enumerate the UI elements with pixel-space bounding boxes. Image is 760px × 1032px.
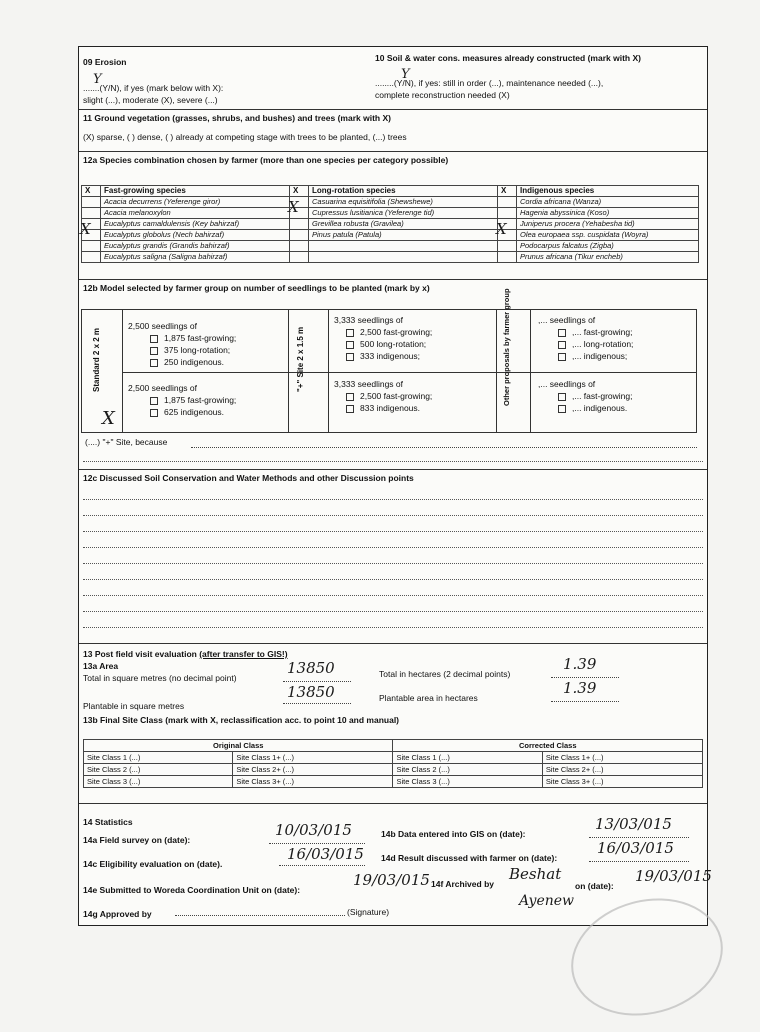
final-class-title: 13b Final Site Class (mark with X, reclassification acc. to point 10 and manual) bbox=[83, 715, 400, 725]
stat-c-label: 14c Eligibility evaluation on (date). bbox=[83, 859, 223, 869]
plus1-block: 3,333 seedlings of 2,500 fast-growing; 500 long-rotation; 333 indigenous; bbox=[334, 315, 433, 361]
table-row: Site Class 3 (...) Site Class 3+ (...) Site Class 3 (...) Site Class 3+ (...) bbox=[84, 776, 703, 788]
stats-title: 14 Statistics bbox=[83, 817, 133, 827]
plus2-block: 3,333 seedlings of 2,500 fast-growing; 833 indigenous. bbox=[334, 379, 433, 413]
other2-block: ,... seedlings of ,... fast-growing; ,... indigenous. bbox=[538, 379, 633, 413]
long-mark-col: X bbox=[290, 186, 309, 197]
form-page bbox=[78, 46, 712, 926]
stat-e-label: 14e Submitted to Woreda Coordination Unit on (date): bbox=[83, 885, 301, 895]
std2-block: 2,500 seedlings of 1,875 fast-growing; 625 indigenous. bbox=[128, 383, 237, 417]
stat-e-value: 19/03/015 bbox=[353, 871, 430, 889]
other1-block: ,... seedlings of ,... fast-growing; ,... long-rotation; ,... indigenous; bbox=[538, 315, 634, 361]
stat-g-label: 14g Approved by bbox=[83, 909, 152, 919]
species-table: X Fast-growing species X Long-rotation species X Indigenous species Acacia decurrens (Yeferenge giror) Casuarina equisitifolia (Shewshewe) Cordia africana (Wanza) Acacia melanoxylon X Cupressus lusitianica (Yeferenge tid) Hagenia abyssinica (Koso) Eucalyptus camaldulensis (Key bahirzaf) Grevillea robusta (Gravilea) Juniperus procera (Yehabesha tid) X Eucalyptus globolus (Nech bahirzaf) Pinus patula (Patula) X Olea europaea ssp. cuspidata (Woyra) Eucalyptus grandis (Grandis bahirzaf) Podocarpus falcatus (Zigba) Eucalyptus saligna (Saligna bahirzaf) Prunus africana (Tikur encheb) bbox=[81, 185, 699, 263]
sqm-label: Total in square metres (no decimal point) bbox=[83, 673, 237, 683]
corrected-class-header: Corrected Class bbox=[393, 740, 703, 752]
soil-water-answer: Y bbox=[401, 67, 410, 82]
erosion-answer: Y bbox=[93, 72, 102, 87]
ind-header: Indigenous species bbox=[517, 186, 699, 197]
long-mark: X bbox=[288, 198, 299, 216]
erosion-line1: .......(Y/N), if yes (mark below with X): bbox=[83, 83, 224, 93]
ind-mark-col: X bbox=[498, 186, 517, 197]
species-title: 12a Species combination chosen by farmer (more than one species per category possible) bbox=[83, 155, 449, 165]
stat-b-value: 13/03/015 bbox=[595, 815, 672, 833]
model-title: 12b Model selected by farmer group on number of seedlings to be planted (mark by x) bbox=[83, 283, 430, 293]
soil-water-line2: complete reconstruction needed (X) bbox=[375, 90, 510, 100]
signature-hand: Ayenew bbox=[519, 893, 575, 909]
original-class-header: Original Class bbox=[84, 740, 393, 752]
table-row: Site Class 2 (...) Site Class 2+ (...) Site Class 2 (...) Site Class 2+ (...) bbox=[84, 764, 703, 776]
sqm-value: 13850 bbox=[287, 659, 335, 677]
soil-water-title: 10 Soil & water cons. measures already constructed (mark with X) bbox=[375, 53, 641, 63]
erosion-title: 09 Erosion bbox=[83, 57, 127, 67]
std1-block: 2,500 seedlings of 1,875 fast-growing; 375 long-rotation; 250 indigenous. bbox=[128, 321, 237, 367]
post-title: 13 Post field visit evaluation (after transfer to GIS!) bbox=[83, 649, 288, 659]
long-header: Long-rotation species bbox=[309, 186, 498, 197]
stat-d-label: 14d Result discussed with farmer on (date): bbox=[381, 853, 558, 863]
plantable-ha-value: 1.39 bbox=[563, 679, 597, 697]
standard-mark: X bbox=[102, 408, 115, 429]
fast-mark: X bbox=[80, 220, 91, 238]
ind-mark: X bbox=[496, 220, 507, 238]
fast-mark-col: X bbox=[82, 186, 101, 197]
plantable-sqm-value: 13850 bbox=[287, 683, 335, 701]
table-row: Site Class 1 (...) Site Class 1+ (...) Site Class 1 (...) Site Class 1+ (...) bbox=[84, 752, 703, 764]
fast-header: Fast-growing species bbox=[101, 186, 290, 197]
stat-b-label: 14b Data entered into GIS on (date): bbox=[381, 829, 526, 839]
stat-c-value: 16/03/015 bbox=[287, 845, 364, 863]
stat-f-name: Beshat bbox=[509, 865, 562, 883]
signature-label: (Signature) bbox=[347, 907, 390, 917]
other-label: Other proposals by farmer group bbox=[502, 288, 511, 406]
standard-label: Standard 2 x 2 m bbox=[92, 327, 101, 392]
stat-d-value: 16/03/015 bbox=[597, 839, 674, 857]
ground-veg-line: (X) sparse, ( ) dense, ( ) already at competing stage with trees to be planted, (...) trees bbox=[83, 132, 407, 142]
plus-site-label: "+" Site 2 x 1.5 m bbox=[296, 326, 305, 392]
discussed-title: 12c Discussed Soil Conservation and Water Methods and other Discussion points bbox=[83, 473, 414, 483]
plantable-ha-label: Plantable area in hectares bbox=[379, 693, 478, 703]
erosion-line2: slight (...), moderate (X), severe (...) bbox=[83, 95, 218, 105]
plantable-sqm-label: Plantable in square metres bbox=[83, 701, 185, 711]
ha-label: Total in hectares (2 decimal points) bbox=[379, 669, 511, 679]
ha-value: 1.39 bbox=[563, 655, 597, 673]
plus-site-because: (....) "+" Site, because bbox=[85, 437, 168, 447]
stat-a-label: 14a Field survey on (date): bbox=[83, 835, 191, 845]
stat-f-value: 19/03/015 bbox=[635, 867, 712, 885]
stat-f-on: on (date): bbox=[575, 881, 614, 891]
area-title: 13a Area bbox=[83, 661, 119, 671]
soil-water-line1: ........(Y/N), if yes: still in order (...), maintenance needed (...), bbox=[375, 78, 604, 88]
stat-a-value: 10/03/015 bbox=[275, 821, 352, 839]
ground-veg-title: 11 Ground vegetation (grasses, shrubs, and bushes) and trees (mark with X) bbox=[83, 113, 391, 123]
final-class-table bbox=[83, 739, 703, 788]
stat-f-label: 14f Archived by bbox=[431, 879, 494, 889]
